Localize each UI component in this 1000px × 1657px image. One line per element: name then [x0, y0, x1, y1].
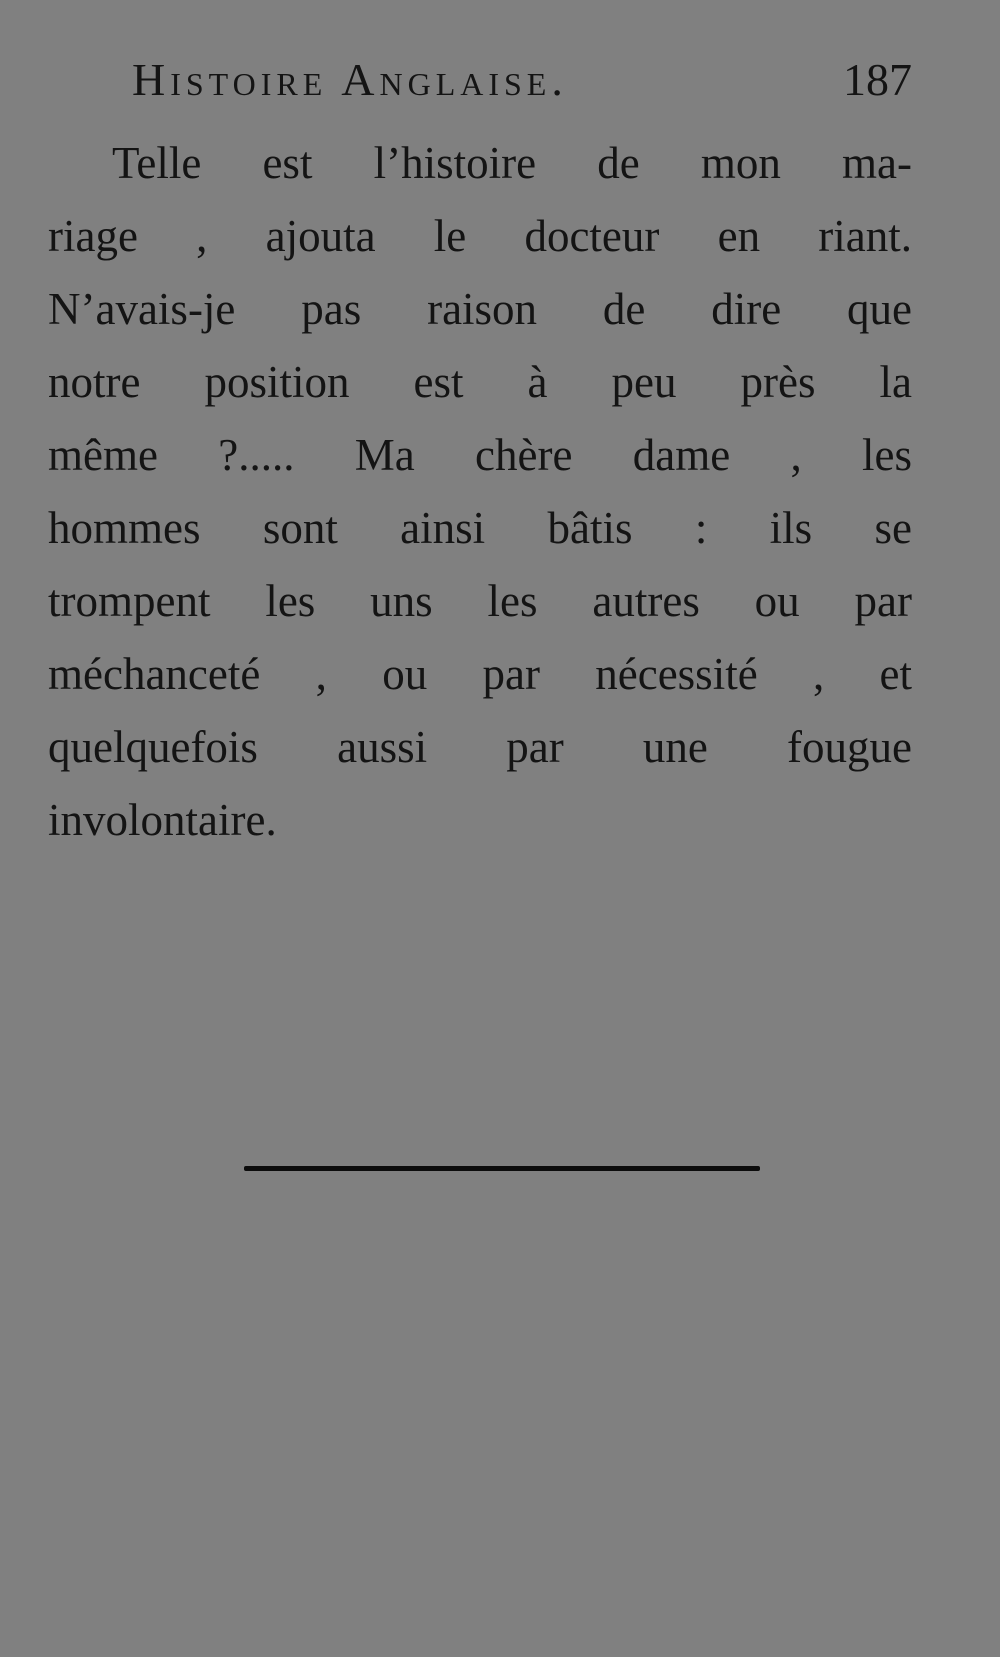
text-line: quelquefois aussi par une fougue [48, 722, 912, 772]
running-head [132, 50, 912, 110]
text-line: Telle est l’histoire de mon ma- [112, 138, 912, 188]
text-line: notre position est à peu près la [48, 357, 912, 407]
text-line: trompent les uns les autres ou par [48, 576, 912, 626]
running-head-title: Histoire Anglaise. [132, 54, 568, 105]
body-paragraph [48, 127, 912, 857]
text-line: même ?..... Ma chère dame , les [48, 430, 912, 480]
text-line: involontaire. [48, 795, 277, 845]
text-line: méchanceté , ou par nécessité , et [48, 649, 912, 699]
text-line: N’avais-je pas raison de dire que [48, 284, 912, 334]
text-line: riage , ajouta le docteur en riant. [48, 211, 912, 261]
section-divider-rule [244, 1166, 760, 1171]
page-number: 187 [843, 54, 912, 105]
text-line: hommes sont ainsi bâtis : ils se [48, 503, 912, 553]
